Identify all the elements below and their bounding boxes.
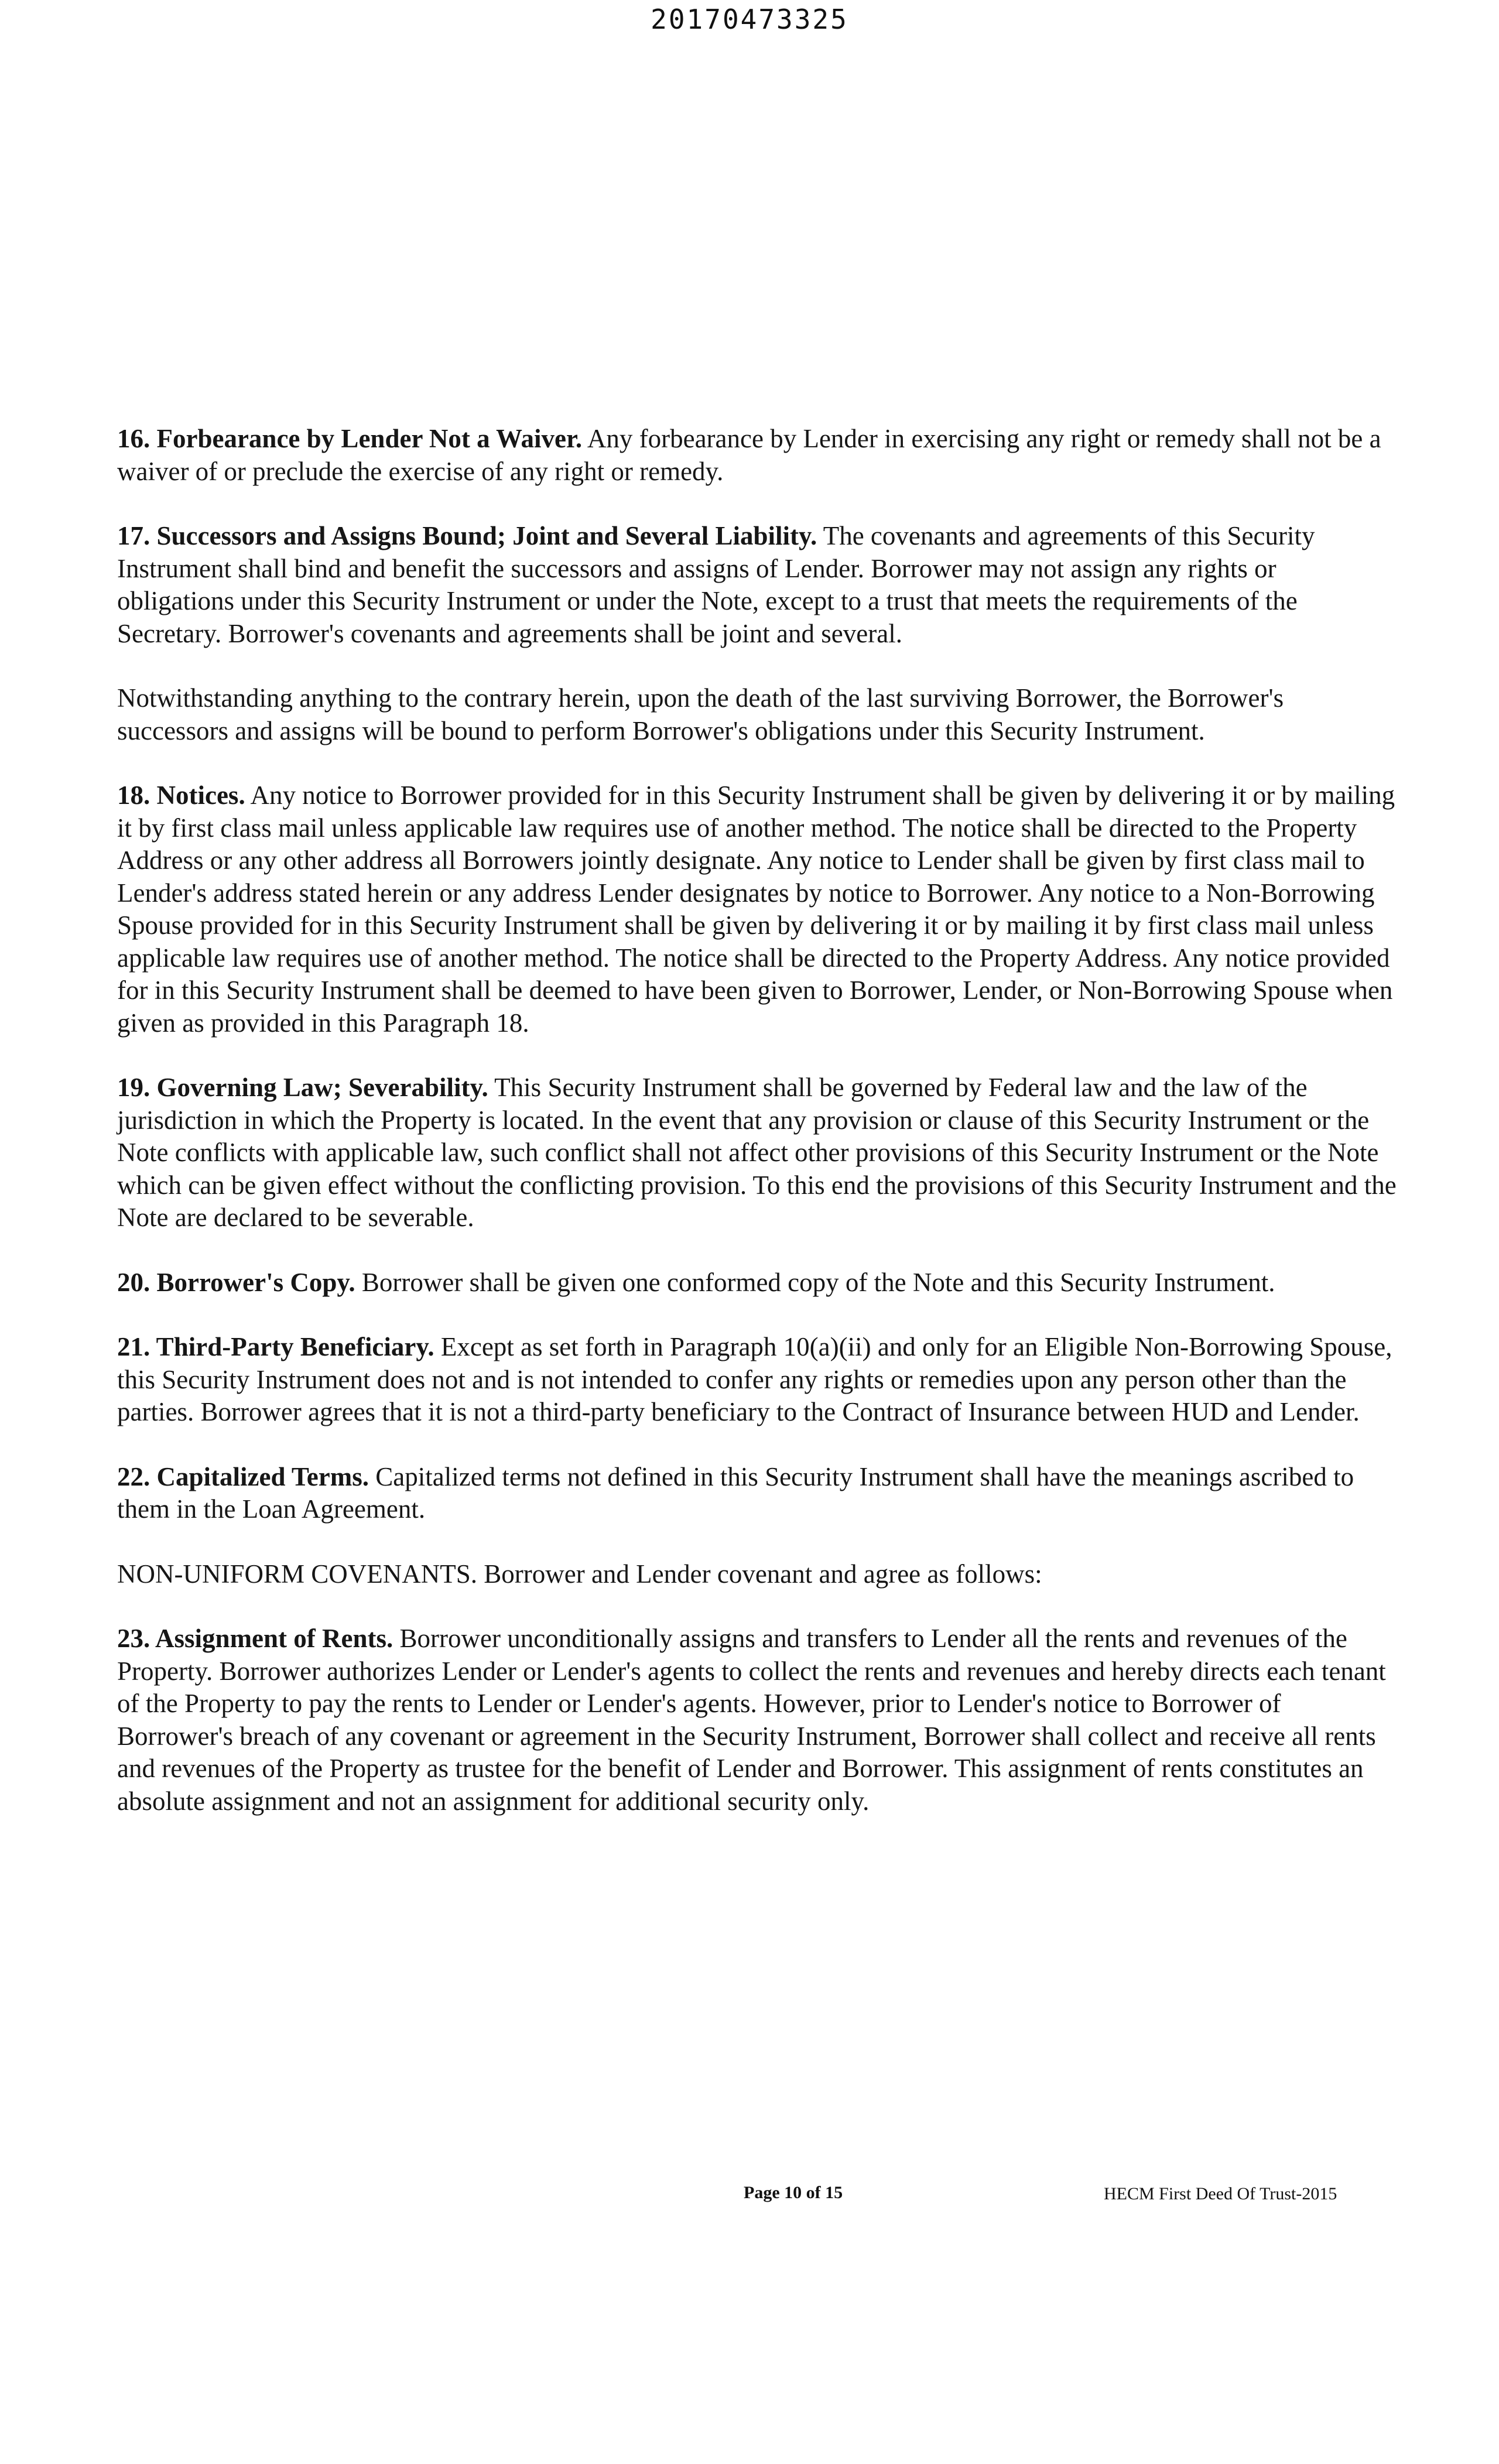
page-number: Page 10 of 15 [744, 2183, 843, 2202]
section-20 [117, 1267, 1397, 1299]
section-17-heading: 17. Successors and Assigns Bound; Joint and Several Liability. [117, 521, 817, 550]
section-17-continuation [117, 682, 1397, 747]
section-20-heading: 20. Borrower's Copy. [117, 1267, 355, 1297]
section-21-text: Except as set forth in Paragraph 10(a)(ii) and only for an Eligible Non-Borrowing Spouse, this Security Instrument does not and is not intended to confer any rights or remedies upon any person other than the parties. Borrower agrees that it is not a third-party beneficiary to the Contract of Insurance between HUD and Lender. [117, 1332, 1392, 1426]
section-18-heading: 18. Notices. [117, 781, 245, 810]
section-22-heading: 22. Capitalized Terms. [117, 1462, 369, 1491]
section-21 [117, 1331, 1397, 1429]
section-23 [117, 1623, 1397, 1818]
document-body [117, 423, 1397, 1850]
section-19-text: This Security Instrument shall be governed by Federal law and the law of the jurisdiction in which the Property is located. In the event that any provision or clause of this Security Instrument or the Note conflicts with applicable law, such conflict shall not affect other provisions of this Security Instrument or the Note which can be given effect without the conflicting provision. To this end the provisions of this Security Instrument and the Note are declared to be severable. [117, 1073, 1397, 1232]
form-name: HECM First Deed Of Trust-2015 [1104, 2184, 1337, 2203]
section-20-text: Borrower shall be given one conformed copy of the Note and this Security Instrument. [355, 1267, 1275, 1297]
section-22-text: Capitalized terms not defined in this Security Instrument shall have the meanings ascribed to them in the Loan Agreement. [117, 1462, 1354, 1524]
section-17-continuation-text: Notwithstanding anything to the contrary herein, upon the death of the last surviving Borrower, the Borrower's successors and assigns will be bound to perform Borrower's obligations under this Security Instrument. [117, 683, 1284, 745]
section-16-heading: 16. Forbearance by Lender Not a Waiver. [117, 424, 583, 453]
section-16-text: Any forbearance by Lender in exercising any right or remedy shall not be a waiver of or preclude the exercise of any right or remedy. [117, 424, 1381, 486]
section-19-heading: 19. Governing Law; Severability. [117, 1073, 488, 1102]
section-23-heading: 23. Assignment of Rents. [117, 1624, 393, 1653]
document-number: 20170473325 [651, 4, 848, 35]
section-16 [117, 423, 1397, 488]
section-18 [117, 779, 1397, 1039]
section-17-text: The covenants and agreements of this Security Instrument shall bind and benefit the successors and assigns of Lender. Borrower may not assign any rights or obligations under this Security Instrument or under the Note, except to a trust that meets the requirements of the Secretary. Borrower's covenants and agreements shall be joint and several. [117, 521, 1315, 648]
non-uniform-covenants-text: NON-UNIFORM COVENANTS. Borrower and Lender covenant and agree as follows: [117, 1559, 1042, 1589]
section-21-heading: 21. Third-Party Beneficiary. [117, 1332, 434, 1361]
non-uniform-covenants [117, 1558, 1397, 1591]
section-18-text: Any notice to Borrower provided for in this Security Instrument shall be given by delivering it or by mailing it by first class mail unless applicable law requires use of another method. The notice shall be directed to the Property Address or any other address all Borrowers jointly designate. Any notice to Lender shall be given by first class mail to Lender's address stated herein or any address Lender designates by notice to Borrower. Any notice to a Non-Borrowing Spouse provided for in this Security Instrument shall be given by delivering it or by mailing it by first class mail unless applicable law requires use of another method. The notice shall be directed to the Property Address. Any notice provided for in this Security Instrument shall be deemed to have been given to Borrower, Lender, or Non-Borrowing Spouse when given as provided in this Paragraph 18. [117, 781, 1395, 1038]
section-22 [117, 1461, 1397, 1526]
section-23-text: Borrower unconditionally assigns and transfers to Lender all the rents and revenues of the Property. Borrower authorizes Lender or Lender's agents to collect the rents and revenues and hereby directs each tenant of the Property to pay the rents to Lender or Lender's agents. However, prior to Lender's notice to Borrower of Borrower's breach of any covenant or agreement in the Security Instrument, Borrower shall collect and receive all rents and revenues of the Property as trustee for the benefit of Lender and Borrower. This assignment of rents constitutes an absolute assignment and not an assignment for additional security only. [117, 1624, 1386, 1816]
section-19 [117, 1072, 1397, 1234]
section-17 [117, 520, 1397, 650]
